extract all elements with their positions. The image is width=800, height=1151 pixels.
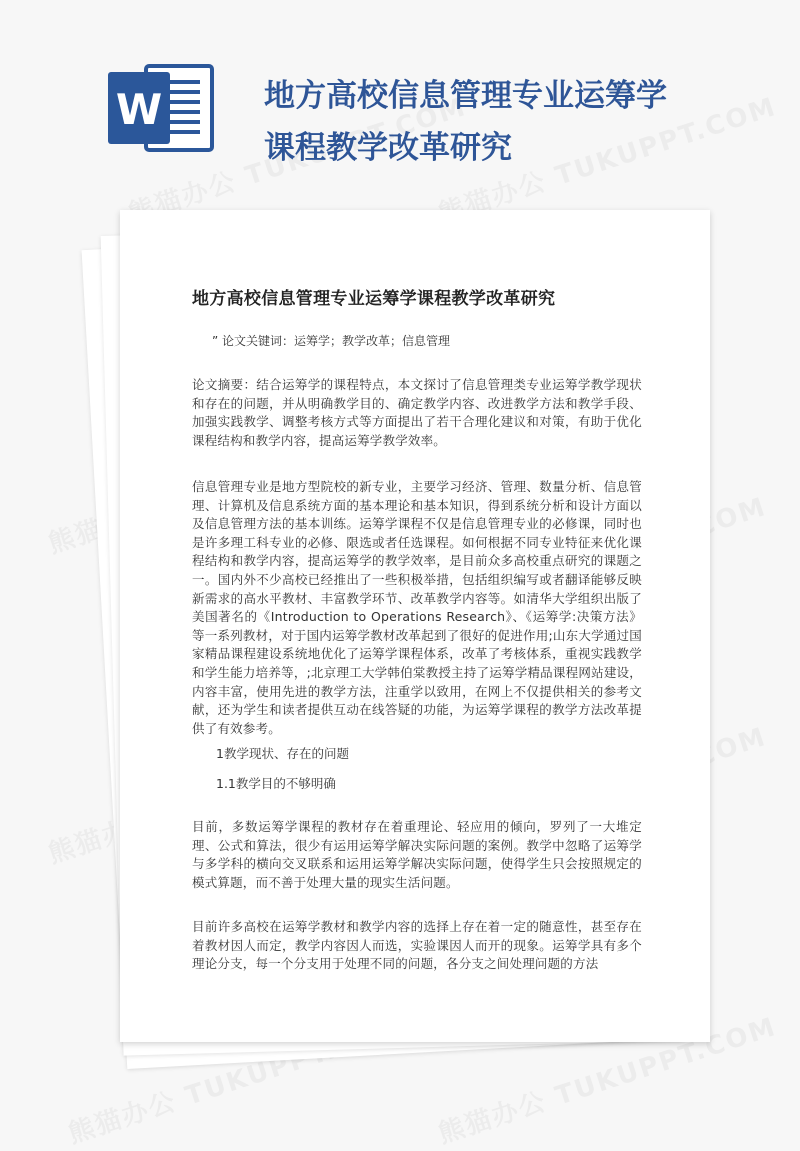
section-heading: 1教学现状、存在的问题 [216,746,349,761]
banner-title-line-2: 课程教学改革研究 [264,130,512,166]
intro-paragraph: 信息管理专业是地方型院校的新专业，主要学习经济、管理、数量分析、信息管理、计算机及信息系统方面的基本理论和基本知识，得到系统分析和设计方面以及信息管理方法的基本训练。运筹学课程不仅是信息管理专业的必修课，同时也是许多理工科专业的必修、限选或者任选课程。如何根据不同专业特征来优化课程结构和教学内容，提高运筹学的教学效率，是目前众多高校重点研究的课题之一。国内外不少高校已经推出了一些积极举措，包括组织编写或者翻译能够反映新需求的高水平教材、丰富教学环节、改革教学内容等。如清华大学组织出版了美国著名的《Introduction to Operations Research》、《运筹学:决策方法》等一系列教材，对于国内运筹学教材改革起到了很好的促进作用;山东大学通过国家精品课程建设系统地优化了运筹学课程体系，改革了考核体系，重视实践教学和学生能力培养等，;北京理工大学韩伯棠教授主持了运筹学精品课程网站建设，内容丰富，使用先进的教学方法，注重学以致用，在网上不仅提供相关的参考文献，还为学生和读者提供互动在线答疑的功能，为运筹学课程的教学方法改革提供了有效参考。 [192,479,642,736]
word-document-icon [108,62,218,154]
svg-text:W: W [115,85,163,134]
banner-title-line-1: 地方高校信息管理专业运筹学 [264,78,667,114]
banner-title [264,70,694,174]
document-page [120,210,710,1042]
abstract-paragraph: 论文摘要：结合运筹学的课程特点，本文探讨了信息管理类专业运筹学教学现状和存在的问题，并从明确教学目的、确定教学内容、改进教学方法和教学手段、加强实践教学、调整考核方式等方面提出了若干合理化建议和对策，有助于优化课程结构和教学内容，提高运筹学教学效率。 [192,377,642,448]
document-title: 地方高校信息管理专业运筹学课程教学改革研究 [192,289,556,309]
keywords: ” 论文关键词：运筹学；教学改革；信息管理 [212,334,451,348]
subsection-heading: 1.1教学目的不够明确 [216,776,336,791]
body-paragraph: 目前，多数运筹学课程的教材存在着重理论、轻应用的倾向，罗列了一大堆定理、公式和算法，很少有运用运筹学解决实际问题的案例。教学中忽略了运筹学与多学科的横向交叉联系和运用运筹学解决实际问题，使得学生只会按照规定的模式算题，而不善于处理大量的现实生活问题。 [192,819,642,890]
body-paragraph: 目前许多高校在运筹学教材和教学内容的选择上存在着一定的随意性，甚至存在着教材因人而定，教学内容因人而选，实验课因人而开的现象。运筹学具有多个理论分支，每一个分支用于处理不同的问题，各分支之间处理问题的方法 [192,919,642,972]
